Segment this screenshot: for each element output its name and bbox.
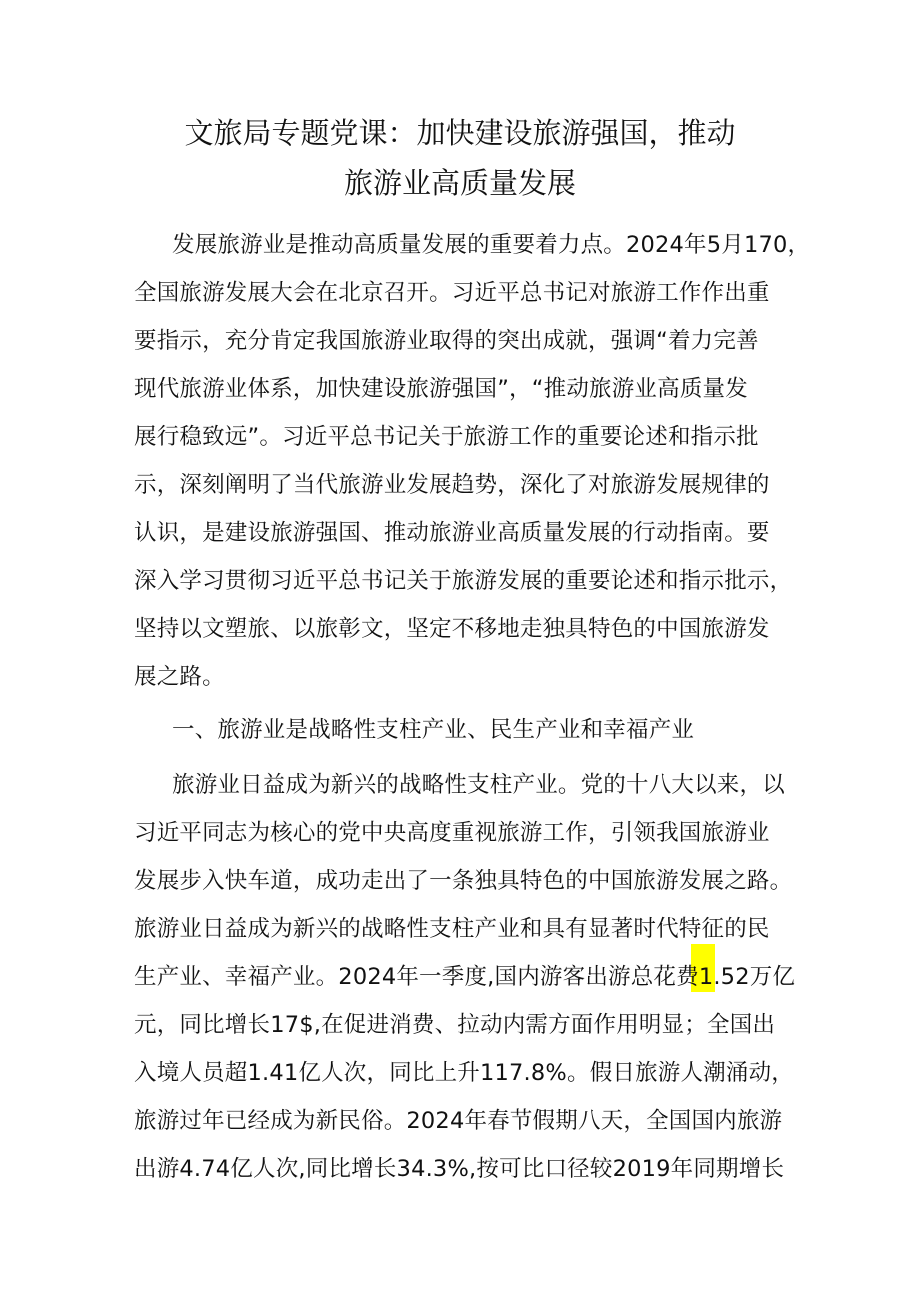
paragraph-line: 要指示，充分肯定我国旅游业取得的突出成就，强调“着力完善 (134, 328, 759, 354)
paragraph-line: 坚持以文塑旅、以旅彰文，坚定不移地走独具特色的中国旅游发 (134, 616, 770, 642)
paragraph-line: 习近平同志为核心的党中央高度重视旅游工作，引领我国旅游业 (134, 820, 770, 846)
paragraph-line: 生产业、幸福产业。2024年一季度,国内游客出游总花费1.52万亿 (134, 964, 796, 990)
paragraph-line: 示，深刻阐明了当代旅游业发展趋势，深化了对旅游发展规律的 (134, 472, 770, 498)
paragraph-line: 全国旅游发展大会在北京召开。习近平总书记对旅游工作作出重 (134, 280, 770, 306)
title-line-2: 旅游业高质量发展 (343, 166, 576, 200)
paragraph-line: 旅游业日益成为新兴的战略性支柱产业和具有显著时代特征的民 (134, 916, 770, 942)
paragraph-line: 出游4.74亿人次,同比增长34.3%,按可比口径较2019年同期增长 (134, 1156, 785, 1182)
paragraph-line: 旅游过年已经成为新民俗。2024年春节假期八天，全国国内旅游 (134, 1108, 783, 1134)
paragraph-line: 认识，是建设旅游强国、推动旅游业高质量发展的行动指南。要 (134, 520, 770, 546)
paragraph-line: 现代旅游业体系，加快建设旅游强国”，“推动旅游业高质量发 (134, 376, 748, 402)
section-heading: 一、旅游业是战略性支柱产业、民生产业和幸福产业 (172, 717, 695, 743)
paragraph-line: 发展步入快车道，成功走出了一条独具特色的中国旅游发展之路。 (134, 868, 793, 894)
paragraph-line: 深入学习贯彻习近平总书记关于旅游发展的重要论述和指示批示， (134, 568, 793, 594)
paragraph-line: 发展旅游业是推动高质量发展的重要着力点。2024年5月170， (172, 232, 811, 258)
paragraph-line: 旅游业日益成为新兴的战略性支柱产业。党的十八大以来，以 (172, 772, 785, 798)
paragraph-line: 入境人员超1.41亿人次，同比上升117.8%。假日旅游人潮涌动， (134, 1060, 794, 1086)
title-line-1: 文旅局专题党课：加快建设旅游强国，推动 (184, 116, 736, 150)
paragraph-line: 展行稳致远”。习近平总书记关于旅游工作的重要论述和指示批 (134, 424, 759, 450)
paragraph-line: 元，同比增长17$,在促进消费、拉动内需方面作用明显；全国出 (134, 1012, 776, 1038)
paragraph-line: 展之路。 (134, 664, 225, 690)
document-title (0, 108, 920, 208)
